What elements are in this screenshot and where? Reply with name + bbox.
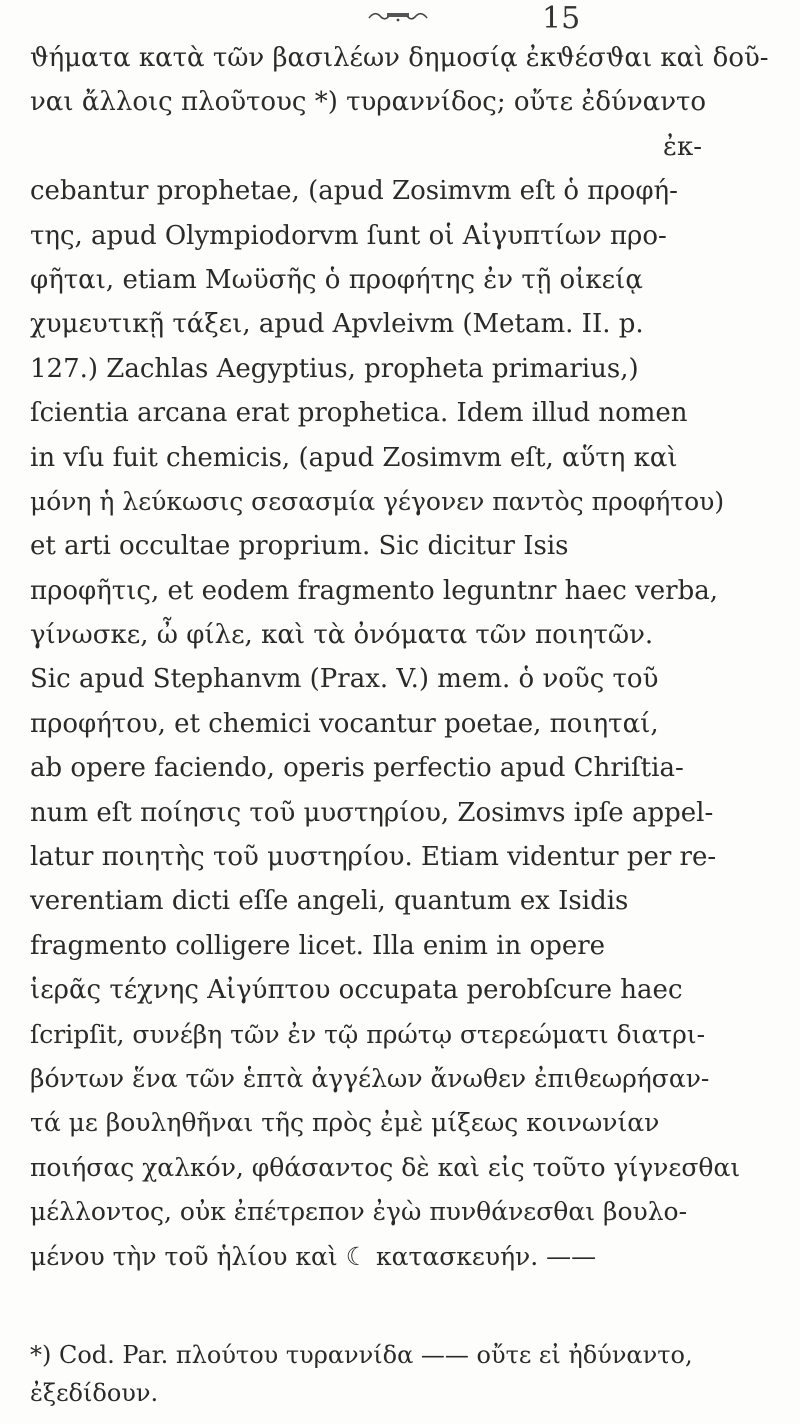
text-line: Sic apud Stephanvm (Prax. V.) mem. ὁ νοῦς τοῦ (30, 664, 659, 695)
text-line: ſcientia arcana erat prophetica. Idem illud nomen (30, 398, 688, 429)
text-line: verentiam dicti eſſe angeli, quantum ex Isidis (30, 886, 629, 917)
text-line: ναι ἄλλοις πλοῦτους *) τυραννίδος; οὔτε ἐδύναντο (30, 87, 707, 118)
footnote-line: ἐξεδίδουν. (30, 1379, 159, 1407)
text-line: μέλλοντος, οὐκ ἐπέτρεπον ἐγὼ πυνθάνεσθαι βουλο- (30, 1197, 688, 1227)
text-line: της, apud Olympiodorvm ſunt οἱ Αἰγυπτίων προ- (30, 220, 667, 251)
text-line: ab opere faciendo, operis perfectio apud Chriſtia- (30, 753, 684, 784)
text-line: num eſt ποίησις τοῦ μυστηρίου, Zosimvs ipſe appel- (30, 797, 714, 828)
text-line: latur ποιητὴς τοῦ μυστηρίου. Etiam videntur per re- (30, 842, 717, 873)
text-line: γίνωσκε, ὦ φίλε, καὶ τὰ ὀνόματα τῶν ποιητῶν. (30, 620, 654, 651)
text-line: ἱερᾶς τέχνης Αἰγύπτου occupata perobſcure haec (30, 975, 683, 1006)
text-line-catchword: ἐκ- (663, 131, 702, 162)
text-line: βόντων ἕνα τῶν ἑπτὰ ἀγγέλων ἄνωθεν ἐπιθεωρήσαν- (30, 1063, 710, 1093)
text-line: προφῆτις, et eodem fragmento leguntnr haec verba, (30, 575, 719, 606)
text-line: fragmento colligere licet. Illa enim in opere (30, 930, 606, 961)
page-number: 15 (542, 1, 581, 36)
text-line: τά με βουληθῆναι τῆς πρὸς ἐμὲ μίξεως κοινωνίαν (30, 1108, 660, 1138)
text-line: in vſu fuit chemicis, (apud Zosimvm eſt, αὕτη καὶ (30, 442, 678, 473)
main-text (30, 36, 780, 1279)
text-line: μόνη ἡ λεύκωσις σεσασμία γέγονεν παντὸς προφήτου) (30, 486, 725, 516)
text-line: ϑήματα κατὰ τῶν βασιλέων δημοσίᾳ ἐκϑέσϑαι καὶ δοῦ- (30, 43, 769, 73)
footnote (30, 1336, 780, 1412)
footnote-line: *) Cod. Par. πλούτου τυραννίδα —— οὔτε εἰ ἠδύναντο, (30, 1341, 693, 1369)
text-line: προφήτου, et chemici vocantur poetae, ποιηταί, (30, 708, 659, 739)
header-ornament-icon (367, 8, 429, 24)
text-line: ſcripſit, συνέβη τῶν ἐν τῷ πρώτῳ στερεώματι διατρι- (30, 1019, 706, 1049)
text-line: 127.) Zachlas Aegyptius, propheta primarius,) (30, 353, 639, 384)
text-line: ποιήσας χαλκόν, φθάσαντος δὲ καὶ εἰς τοῦτο γίγνεσθαι (30, 1152, 741, 1182)
text-line: φῆται, etiam Μωϋσῆς ὁ προφήτης ἐν τῇ οἰκείᾳ (30, 264, 643, 295)
text-line: cebantur prophetae, (apud Zosimvm eſt ὁ προφή- (30, 176, 678, 207)
text-line: χυμευτικῇ τάξει, apud Apvleivm (Metam. II. p. (30, 309, 644, 340)
text-line: et arti occultae proprium. Sic dicitur Isis (30, 531, 569, 562)
text-line: μένου τὴν τοῦ ἡλίου καὶ ☾ κατασκευήν. —— (30, 1241, 597, 1271)
